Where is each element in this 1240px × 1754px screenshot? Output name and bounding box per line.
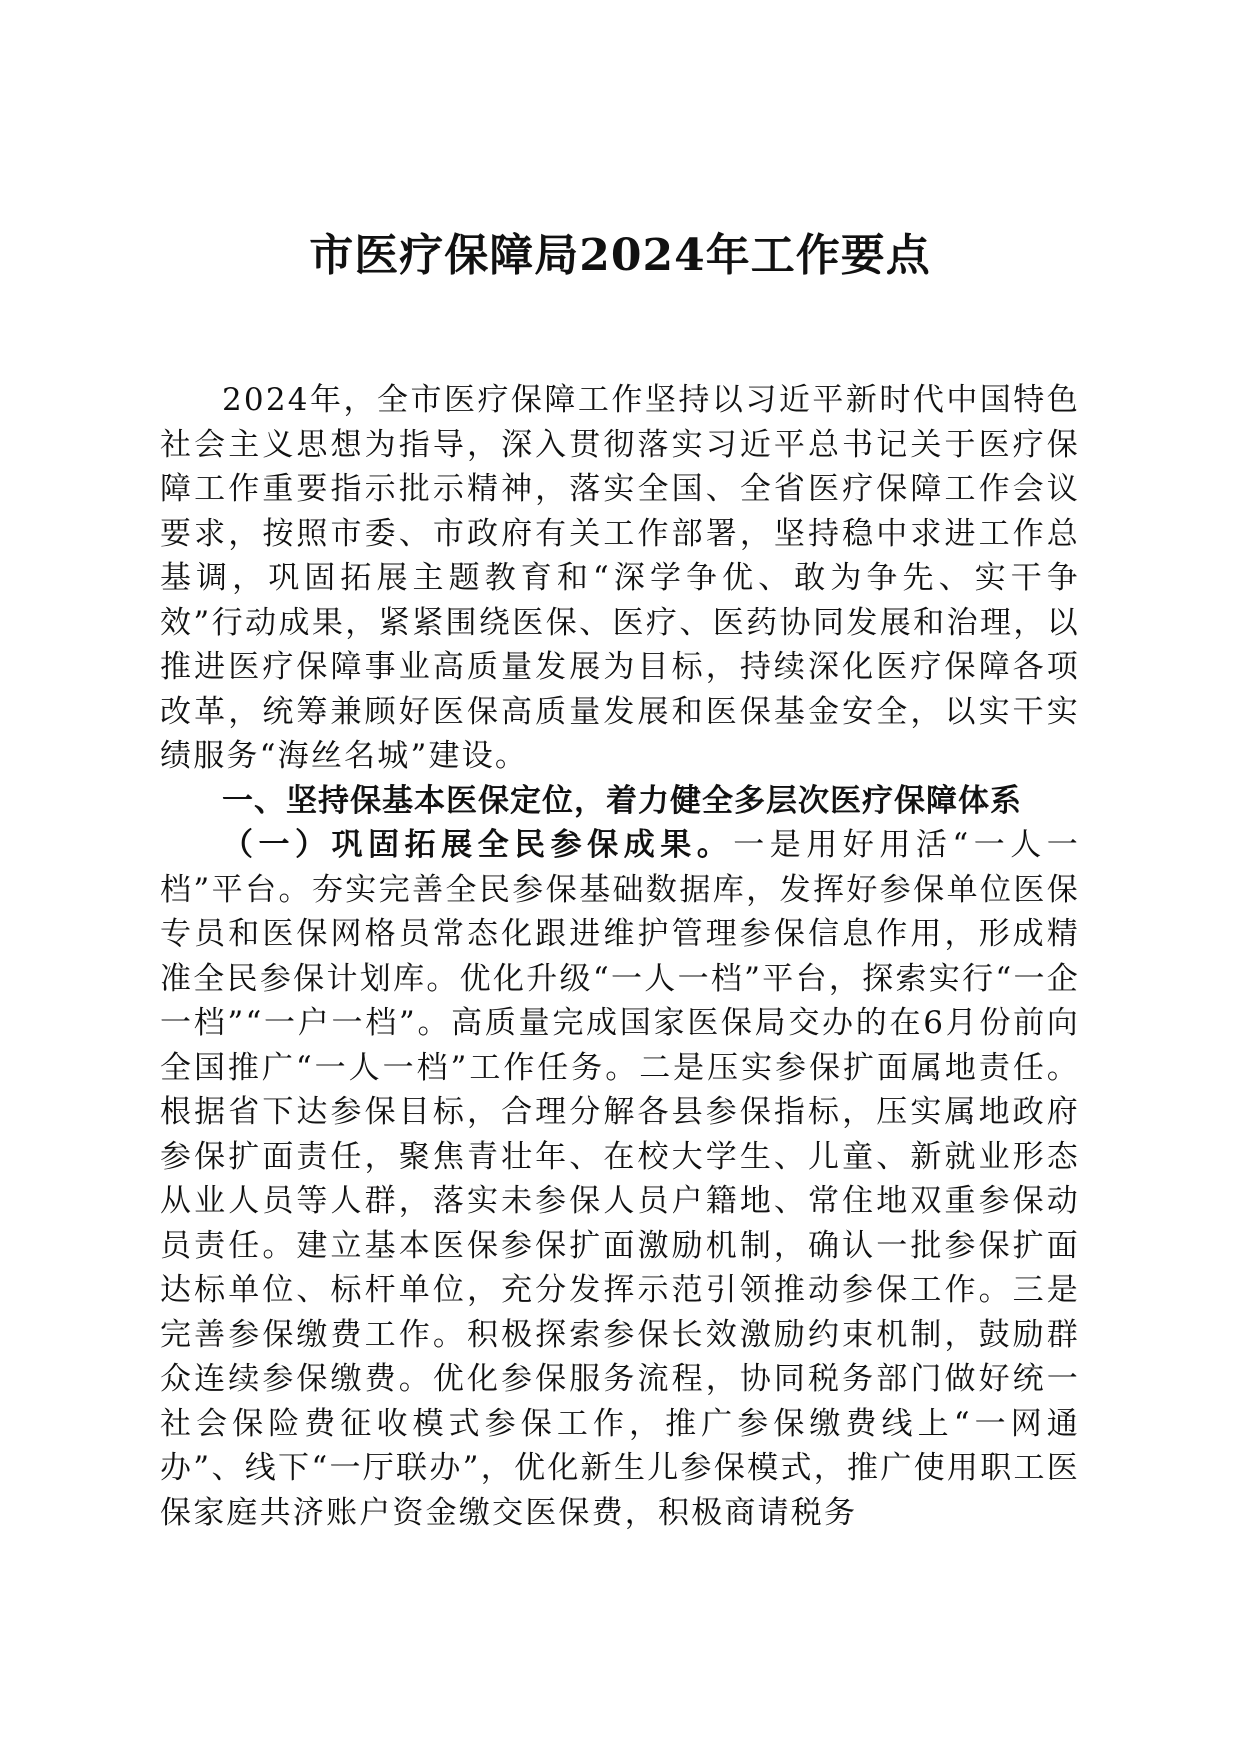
subsection-body: 一是用好用活“一人一档”平台。夯实完善全民参保基础数据库，发挥好参保单位医保专员和医保网格员常态化跟进维护管理参保信息作用，形成精准全民参保计划库。优化升级“一人一档”平台，探索实行“一企一档”“一户一档”。高质量完成国家医保局交办的在6月份前向全国推广“一人一档”工作任务。二是压实参保扩面属地责任。根据省下达参保目标，合理分解各县参保指标，压实属地政府参保扩面责任，聚焦青壮年、在校大学生、儿童、新就业形态从业人员等人群，落实未参保人员户籍地、常住地双重参保动员责任。建立基本医保参保扩面激励机制，确认一批参保扩面达标单位、标杆单位，充分发挥示范引领推动参保工作。三是完善参保缴费工作。积极探索参保长效激励约束机制，鼓励群众连续参保缴费。优化参保服务流程，协同税务部门做好统一社会保险费征收模式参保工作，推广参保缴费线上“一网通办”、线下“一厅联办”，优化新生儿参保模式，推广使用职工医保家庭共济账户资金缴交医保费，积极商请税务: [160, 827, 1080, 1531]
section-heading-1: 一、坚持保基本医保定位，着力健全多层次医疗保障体系: [222, 782, 1022, 819]
intro-paragraph: 2024年，全市医疗保障工作坚持以习近平新时代中国特色社会主义思想为指导，深入贯彻落实习近平总书记关于医疗保障工作重要指示批示精神，落实全国、全省医疗保障工作会议要求，按照市委、市政府有关工作部署，坚持稳中求进工作总基调，巩固拓展主题教育和“深学争优、敢为争先、实干争效”行动成果，紧紧围绕医保、医疗、医药协同发展和治理，以推进医疗保障事业高质量发展为目标，持续深化医疗保障各项改革，统筹兼顾好医保高质量发展和医保基金安全，以实干实绩服务“海丝名城”建设。: [160, 382, 1080, 774]
section-1-1-paragraph: [160, 823, 1080, 1535]
subsection-heading: （一）巩固拓展全民参保成果。: [222, 827, 734, 863]
document-body: [160, 378, 1080, 1535]
document-title: 市医疗保障局2024年工作要点: [309, 230, 931, 281]
